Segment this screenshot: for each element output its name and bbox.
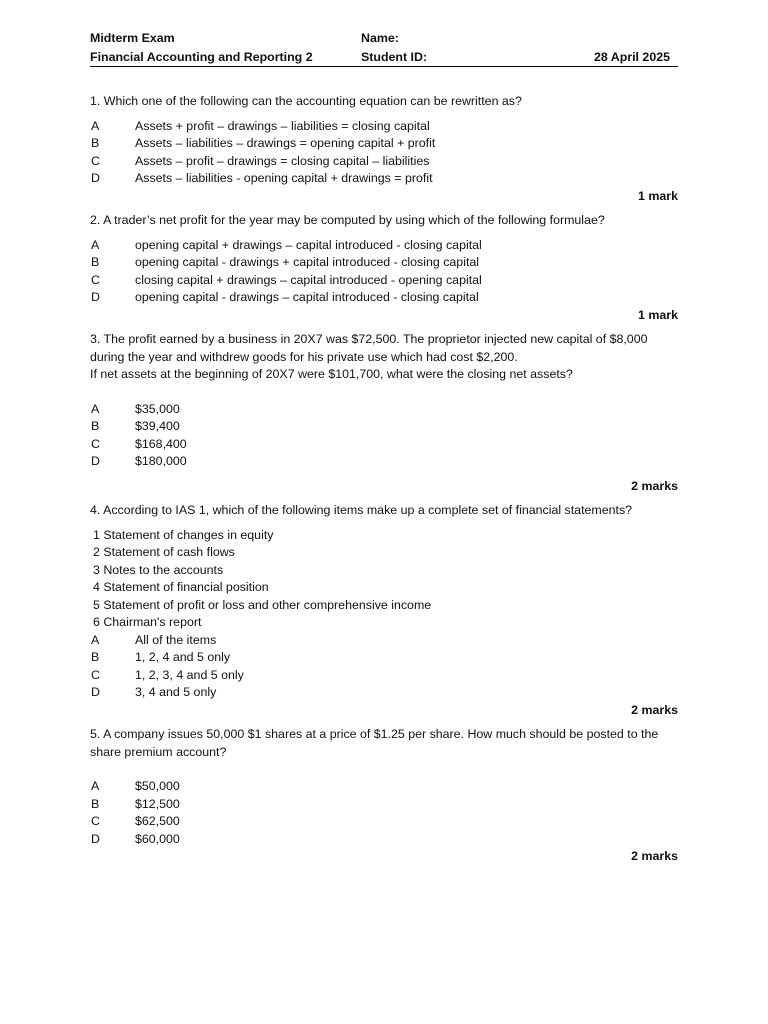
option-text: 1, 2, 4 and 5 only	[135, 650, 231, 664]
option-text: $168,400	[135, 436, 187, 451]
option-text: closing capital + drawings – capital introduced - opening capital	[135, 272, 482, 287]
option-item	[90, 237, 678, 255]
option-text: $12,500	[135, 796, 180, 811]
question-3	[90, 331, 678, 495]
option-text: Assets – liabilities – drawings = opening capital + profit	[135, 136, 436, 150]
option-text: $180,000	[135, 454, 187, 468]
option-list	[90, 118, 678, 188]
option-item	[90, 667, 678, 685]
option-item	[90, 453, 678, 471]
question-stem	[90, 726, 678, 761]
option-item	[90, 813, 678, 831]
question-stem-line: share premium account?	[90, 744, 227, 759]
option-item	[90, 254, 678, 272]
marks-label: 1 mark	[638, 307, 678, 322]
question-stem	[90, 331, 678, 384]
question-4	[90, 502, 678, 719]
question-stem-line: 3. The profit earned by a business in 20X7 was $72,500. The proprietor injected new capital of $8,000	[90, 332, 648, 346]
option-key: C	[91, 153, 100, 168]
student-id-label: Student ID:	[361, 50, 428, 64]
option-list	[90, 778, 678, 848]
question-stem: 1. Which one of the following can the accounting equation can be rewritten as?	[90, 94, 522, 108]
exam-header	[90, 30, 678, 67]
name-label: Name:	[361, 31, 399, 45]
option-text: opening capital - drawings – capital introduced - closing capital	[135, 290, 479, 304]
question-5	[90, 726, 678, 866]
option-key: D	[91, 831, 100, 846]
marks-label: 1 mark	[638, 188, 678, 203]
option-item	[90, 436, 678, 454]
option-item	[90, 401, 678, 419]
option-item	[90, 153, 678, 171]
option-text: 1, 2, 3, 4 and 5 only	[135, 667, 244, 682]
option-text: Assets – liabilities - opening capital + drawings = profit	[135, 171, 433, 185]
option-key: B	[91, 255, 100, 269]
question-stem: 4. According to IAS 1, which of the following items make up a complete set of financial statements?	[90, 503, 633, 517]
option-key: A	[91, 118, 100, 133]
marks-label: 2 marks	[631, 702, 678, 717]
option-text: opening capital - drawings + capital introduced - closing capital	[135, 255, 480, 269]
option-item	[90, 118, 678, 136]
option-key: A	[91, 779, 100, 793]
statement-item: 2 Statement of cash flows	[93, 545, 235, 559]
option-list	[90, 237, 678, 307]
option-item	[90, 831, 678, 849]
option-key: B	[91, 650, 100, 664]
option-item	[90, 778, 678, 796]
option-text: $50,000	[135, 779, 180, 793]
exam-date: 28 April 2025	[594, 50, 670, 64]
question-stem-line: 5. A company issues 50,000 $1 shares at a price of $1.25 per share. How much should be posted to the	[90, 727, 659, 741]
option-key: D	[91, 171, 100, 185]
option-key: A	[91, 632, 100, 647]
option-key: B	[91, 796, 100, 811]
option-item	[90, 418, 678, 436]
statement-item: 4 Statement of financial position	[93, 580, 269, 594]
option-text: Assets + profit – drawings – liabilities = closing capital	[135, 118, 430, 133]
option-item	[90, 649, 678, 667]
option-key: B	[91, 136, 100, 150]
option-text: $39,400	[135, 419, 180, 433]
question-1	[90, 93, 678, 205]
option-item	[90, 170, 678, 188]
exam-page	[90, 30, 678, 866]
option-text: $60,000	[135, 831, 180, 846]
option-key: B	[91, 419, 100, 433]
option-key: D	[91, 685, 100, 699]
option-item	[90, 272, 678, 290]
option-text: opening capital + drawings – capital introduced - closing capital	[135, 237, 482, 252]
option-text: $35,000	[135, 401, 180, 416]
statement-item: 1 Statement of changes in equity	[93, 527, 274, 542]
course-title: Financial Accounting and Reporting 2	[90, 50, 313, 64]
question-stem: 2. A trader’s net profit for the year may be computed by using which of the following formulae?	[90, 213, 605, 227]
option-text: 3, 4 and 5 only	[135, 685, 217, 699]
option-key: C	[91, 667, 100, 682]
option-list	[90, 632, 678, 702]
option-key: C	[91, 436, 100, 451]
statement-item: 6 Chairman's report	[93, 615, 202, 629]
option-item	[90, 632, 678, 650]
exam-title: Midterm Exam	[90, 31, 175, 45]
question-2	[90, 212, 678, 324]
option-key: D	[91, 454, 100, 468]
statement-item: 3 Notes to the accounts	[93, 562, 224, 577]
option-key: D	[91, 290, 100, 304]
option-key: C	[91, 814, 100, 828]
option-item	[90, 796, 678, 814]
option-item	[90, 135, 678, 153]
option-key: A	[91, 237, 100, 252]
question-stem-line: If net assets at the beginning of 20X7 were $101,700, what were the closing net assets?	[90, 367, 573, 381]
option-key: C	[91, 272, 100, 287]
option-text: $62,500	[135, 814, 180, 828]
option-text: Assets – profit – drawings = closing capital – liabilities	[135, 153, 430, 168]
option-list	[90, 401, 678, 471]
marks-label: 2 marks	[631, 478, 678, 493]
option-item	[90, 684, 678, 702]
option-text: All of the items	[135, 632, 217, 647]
option-key: A	[91, 401, 100, 416]
statement-item: 5 Statement of profit or loss and other comprehensive income	[93, 597, 432, 612]
question-stem-line: during the year and withdrew goods for his private use which had cost $2,200.	[90, 349, 518, 364]
marks-label: 2 marks	[631, 849, 678, 863]
option-item	[90, 289, 678, 307]
statement-list	[90, 527, 678, 632]
